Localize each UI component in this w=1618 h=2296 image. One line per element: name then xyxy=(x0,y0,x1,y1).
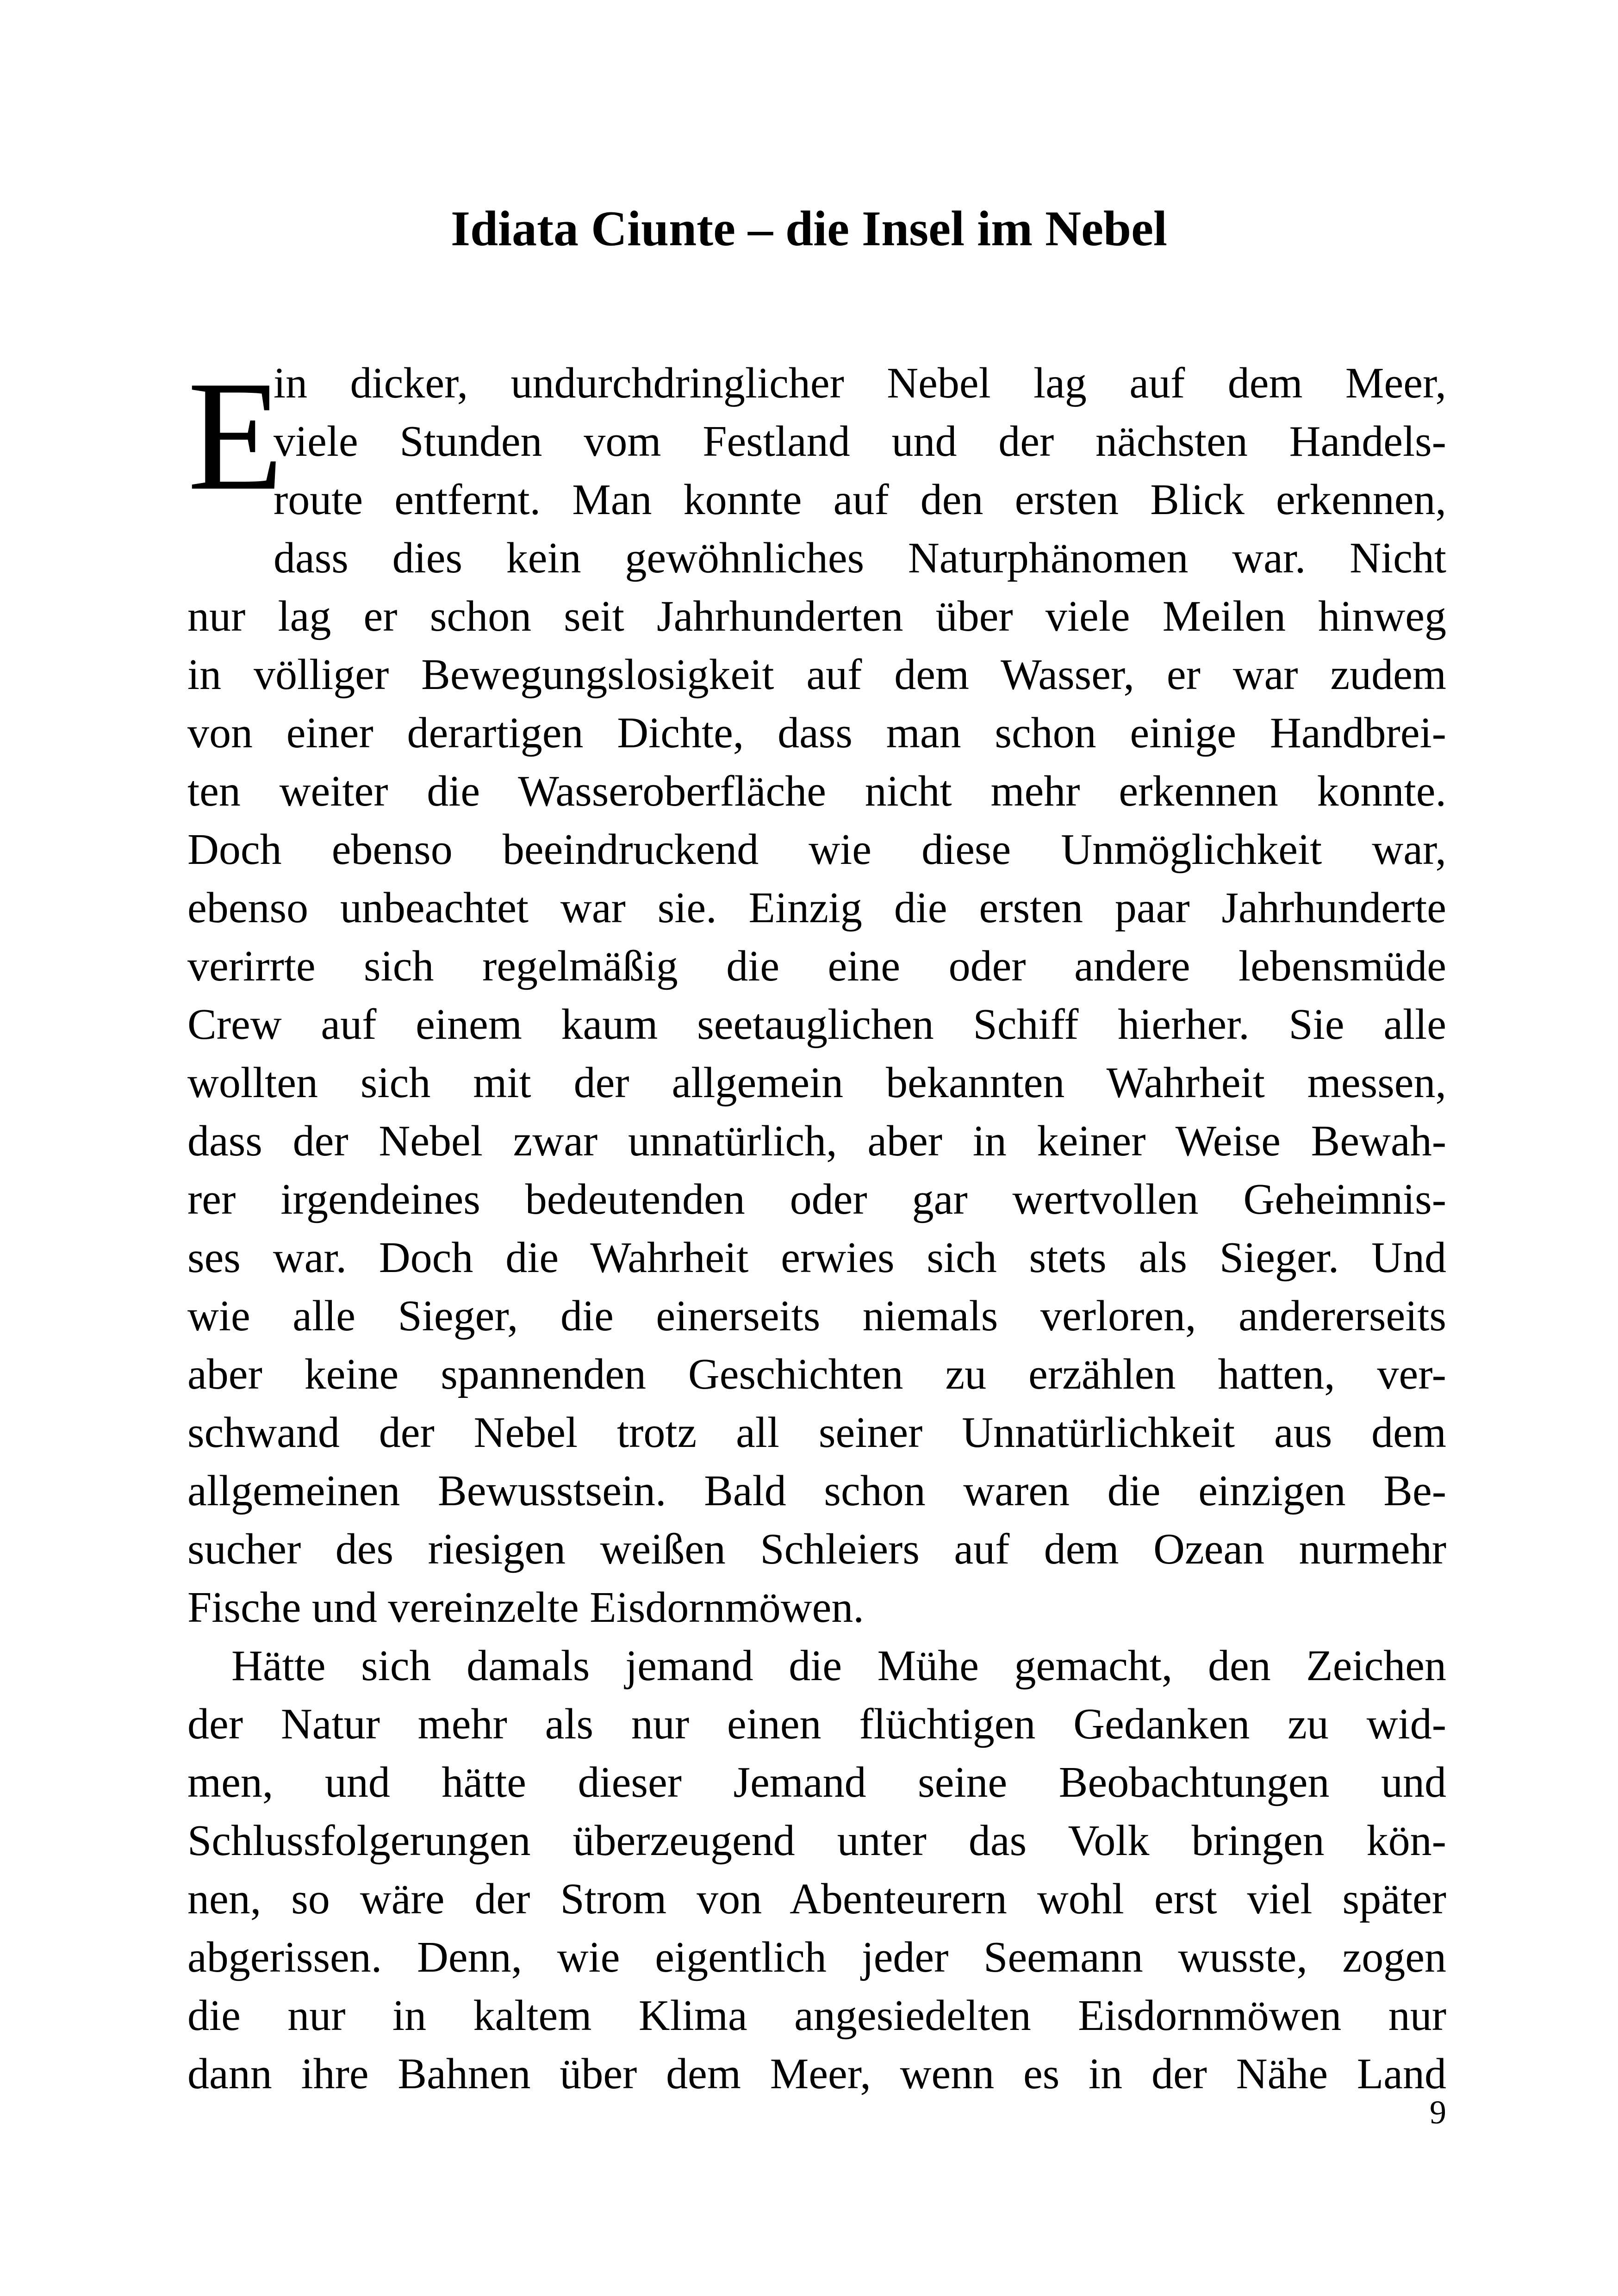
text-line: rer irgendeines bedeutenden oder gar wertvollen Geheimnis- xyxy=(187,1175,1446,1223)
text-line: nur lag er schon seit Jahrhunderten über viele Meilen hinweg xyxy=(187,592,1446,640)
text-line: viele Stunden vom Festland und der nächsten Handels- xyxy=(274,417,1446,465)
text-line: nen, so wäre der Strom von Abenteurern wohl erst viel später xyxy=(187,1875,1446,1923)
text-line: allgemeinen Bewusstsein. Bald schon waren die einzigen Be- xyxy=(187,1467,1446,1515)
text-line: sucher des riesigen weißen Schleiers auf dem Ozean nurmehr xyxy=(187,1525,1446,1573)
text-line: dass dies kein gewöhnliches Naturphänomen war. Nicht xyxy=(274,534,1446,582)
text-line: aber keine spannenden Geschichten zu erzählen hatten, ver- xyxy=(187,1350,1446,1398)
text-line: Schlussfolgerungen überzeugend unter das Volk bringen kön- xyxy=(187,1817,1446,1865)
text-line: Crew auf einem kaum seetauglichen Schiff hierher. Sie alle xyxy=(187,1000,1446,1049)
text-line: Fische und vereinzelte Eisdornmöwen. xyxy=(187,1583,864,1632)
drop-cap: E xyxy=(187,348,284,523)
text-line: ebenso unbeachtet war sie. Einzig die ersten paar Jahrhunderte xyxy=(187,884,1446,932)
text-line: Hätte sich damals jemand die Mühe gemacht, den Zeichen xyxy=(231,1642,1446,1690)
text-line: wollten sich mit der allgemein bekannten Wahrheit messen, xyxy=(187,1059,1446,1107)
text-line: der Natur mehr als nur einen flüchtigen Gedanken zu wid- xyxy=(187,1700,1446,1748)
text-line: schwand der Nebel trotz all seiner Unnatürlichkeit aus dem xyxy=(187,1409,1446,1457)
text-line: men, und hätte dieser Jemand seine Beobachtungen und xyxy=(187,1758,1446,1806)
text-line: ses war. Doch die Wahrheit erwies sich stets als Sieger. Und xyxy=(187,1234,1446,1282)
text-line: dass der Nebel zwar unnatürlich, aber in keiner Weise Bewah- xyxy=(187,1117,1446,1165)
text-line: die nur in kaltem Klima angesiedelten Eisdornmöwen nur xyxy=(187,1992,1446,2040)
text-line: wie alle Sieger, die einerseits niemals verloren, andererseits xyxy=(187,1292,1446,1340)
text-line: abgerissen. Denn, wie eigentlich jeder Seemann wusste, zogen xyxy=(187,1933,1446,1981)
text-line: dann ihre Bahnen über dem Meer, wenn es in der Nähe Land xyxy=(187,2050,1446,2098)
text-line: Doch ebenso beeindruckend wie diese Unmöglichkeit war, xyxy=(187,825,1446,874)
chapter-title: Idiata Ciunte – die Insel im Nebel xyxy=(450,201,1168,256)
text-line: von einer derartigen Dichte, dass man schon einige Handbrei- xyxy=(187,709,1446,757)
body-text xyxy=(187,348,1446,2103)
text-line: in dicker, undurchdringlicher Nebel lag auf dem Meer, xyxy=(274,359,1446,407)
page-number: 9 xyxy=(1430,2094,1446,2131)
text-line: ten weiter die Wasseroberfläche nicht mehr erkennen konnte. xyxy=(187,767,1446,815)
text-line: verirrte sich regelmäßig die eine oder andere lebensmüde xyxy=(187,942,1446,990)
text-line: in völliger Bewegungslosigkeit auf dem Wasser, er war zudem xyxy=(187,651,1446,699)
text-line: route entfernt. Man konnte auf den ersten Blick erkennen, xyxy=(274,476,1446,524)
